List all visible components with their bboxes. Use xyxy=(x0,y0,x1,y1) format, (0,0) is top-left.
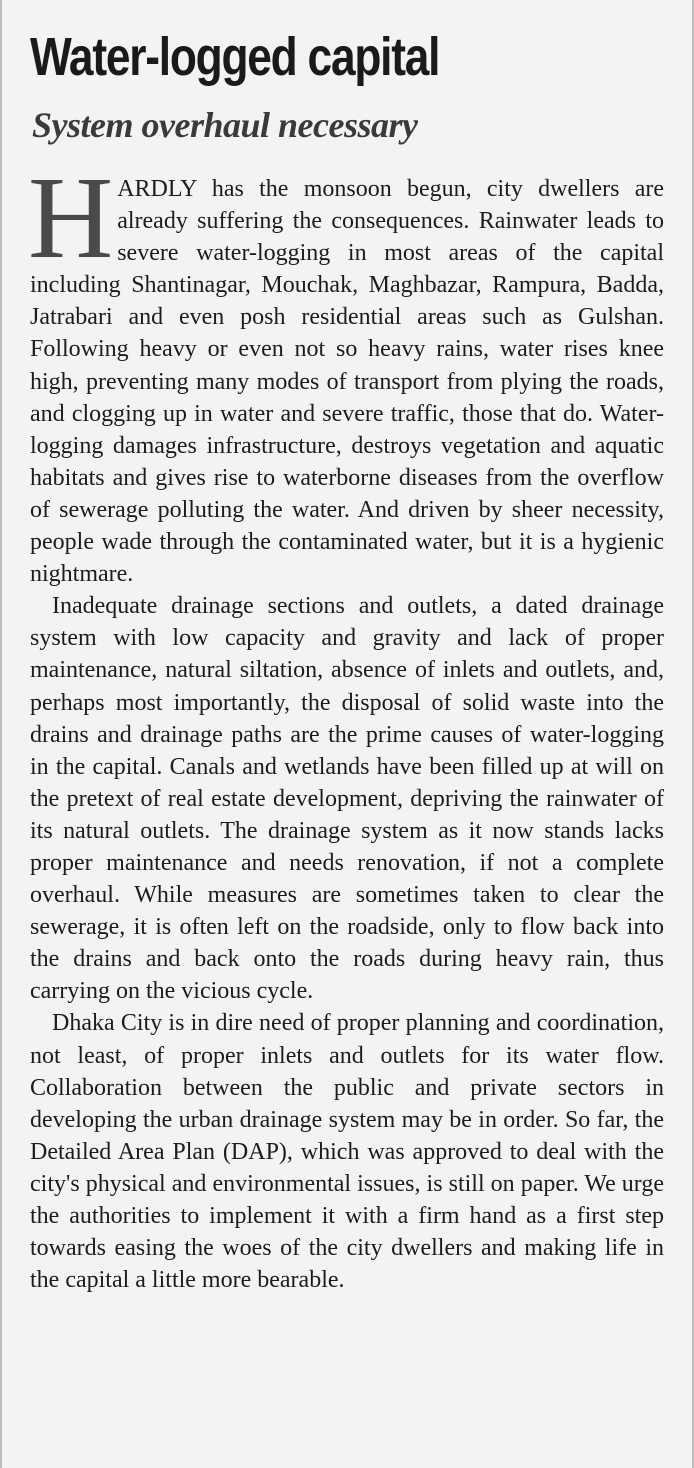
paragraph-3: Dhaka City is in dire need of proper planning and coordination, not least, of proper inlets and outlets for its water flow. Collaboration between the public and private sectors in developing the urban drainage system may be in order. So far, the Detailed Area Plan (DAP), which was approved to deal with the city's physical and environmental issues, is still on paper. We urge the authorities to implement it with a firm hand as a first step towards easing the woes of the city dwellers and making life in the capital a little more bearable. xyxy=(30,1010,664,1294)
paragraph-1-text: ARDLY has the monsoon begun, city dwellers are already suffering the consequences. Rainwater leads to severe water-logging in most areas of the capital including Shantinagar, Mouchak, Maghbazar, Rampura, Badda, Jatrabari and even posh residential areas such as Gulshan. Following heavy or even not so heavy rains, water rises knee high, preventing many modes of transport from plying the roads, and clogging up in water and severe traffic, those that do. Water-logging damages infrastructure, destroys vegetation and aquatic habitats and gives rise to waterborne diseases from the overflow of sewerage polluting the water. And driven by sheer necessity, people wade through the contaminated water, but it is a hygienic nightmare. xyxy=(30,176,664,588)
paragraph-1 xyxy=(28,152,664,590)
paragraph-2: Inadequate drainage sections and outlets, a dated drainage system with low capacity and gravity and lack of proper maintenance, natural siltation, absence of inlets and outlets, and, perhaps most importantly, the disposal of solid waste into the drains and drainage paths are the prime causes of water-logging in the capital. Canals and wetlands have been filled up at will on the pretext of real estate development, depriving the rainwater of its natural outlets. The drainage system as it now stands lacks proper maintenance and needs renovation, if not a complete overhaul. While measures are sometimes taken to clear the sewerage, it is often left on the roadside, only to flow back into the drains and back onto the roads during heavy rain, thus carrying on the vicious cycle. xyxy=(30,593,664,1005)
subheadline: System overhaul necessary xyxy=(32,105,418,145)
drop-cap: H xyxy=(28,152,114,283)
article-body xyxy=(28,152,664,1296)
headline: Water-logged capital xyxy=(30,27,440,87)
